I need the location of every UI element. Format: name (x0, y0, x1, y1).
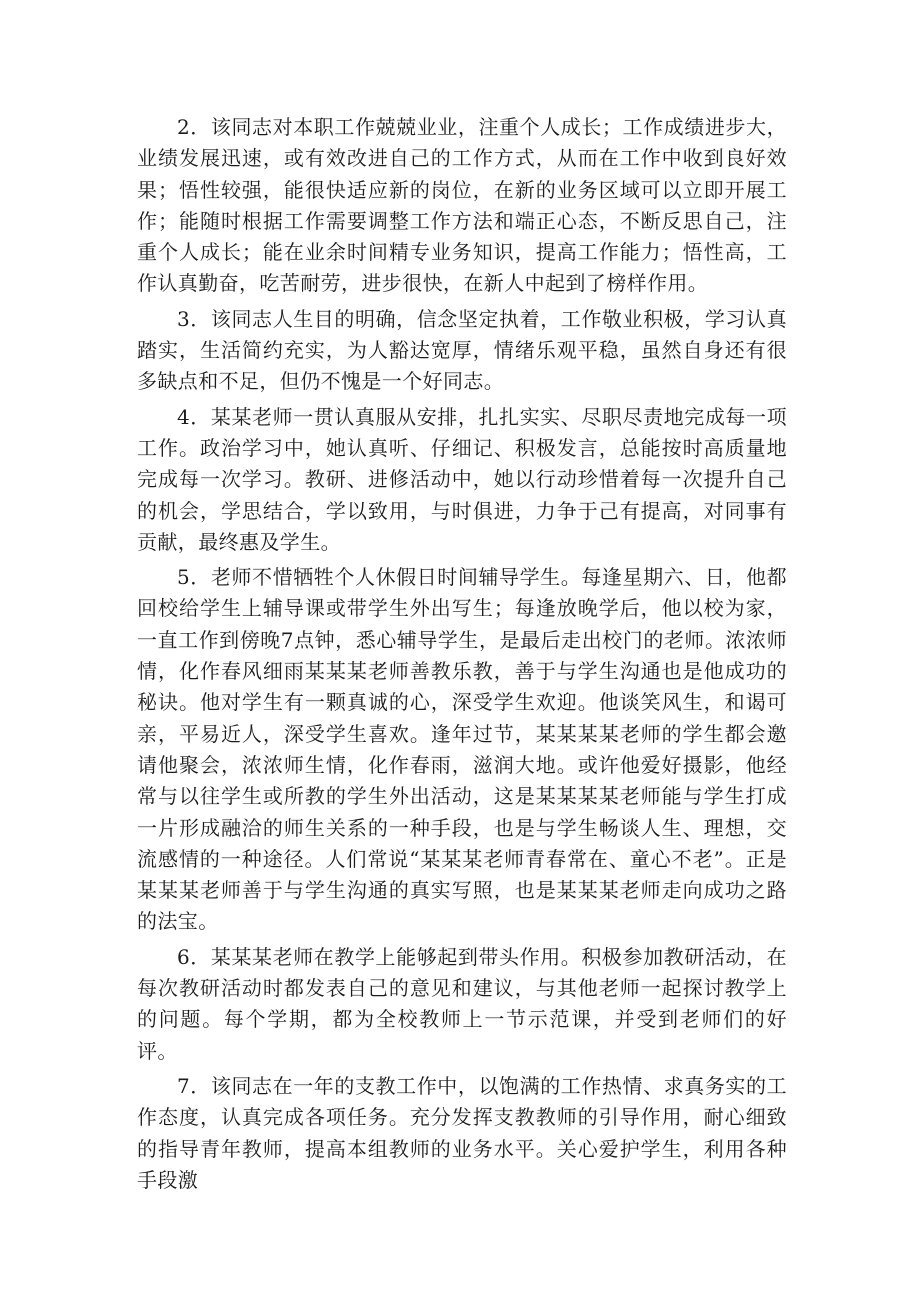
paragraph-5: 5．老师不惜牺牲个人休假日时间辅导学生。每逢星期六、日，他都回校给学生上辅导课或带学生外出写生；每逢放晚学后，他以校为家，一直工作到傍晚7点钟，悉心辅导学生，是最后走出校门的老师。浓浓师情，化作春风细雨某某某老师善教乐教，善于与学生沟通也是他成功的秘诀。他对学生有一颗真诚的心，深受学生欢迎。他谈笑风生，和谒可亲，平易近人，深受学生喜欢。逢年过节，某某某某老师的学生都会邀请他聚会，浓浓师生情，化作春雨，滋润大地。或许他爱好摄影，他经常与以往学生或所教的学生外出活动，这是某某某某老师能与学生打成一片形成融洽的师生关系的一种手段，也是与学生畅谈人生、理想，交流感情的一种途径。人们常说“某某某老师青春常在、童心不老”。正是某某某老师善于与学生沟通的真实写照，也是某某某老师走向成功之路的法宝。 (137, 565, 787, 934)
paragraph-6: 6．某某某老师在教学上能够起到带头作用。积极参加教研活动，在每次教研活动时都发表自己的意见和建议，与其他老师一起探讨教学上的问题。每个学期，都为全校教师上一节示范课，并受到老师们的好评。 (137, 944, 787, 1063)
paragraph-2: 2．该同志对本职工作兢兢业业，注重个人成长；工作成绩进步大，业绩发展迅速，或有效改进自己的工作方式，从而在工作中收到良好效果；悟性较强，能很快适应新的岗位，在新的业务区域可以立即开展工作；能随时根据工作需要调整工作方法和端正心态，不断反思自己，注重个人成长；能在业余时间精专业务知识，提高工作能力；悟性高，工作认真勤奋，吃苦耐劳，进步很快，在新人中起到了榜样作用。 (137, 115, 787, 296)
document-body (137, 112, 787, 1200)
paragraph-3: 3．该同志人生目的明确，信念坚定执着，工作敬业积极，学习认真踏实，生活简约充实，为人豁达宽厚，情绪乐观平稳，虽然自身还有很多缺点和不足，但仍不愧是一个好同志。 (137, 306, 787, 394)
paragraph-4: 4．某某老师一贯认真服从安排，扎扎实实、尽职尽责地完成每一项工作。政治学习中，她认真听、仔细记、积极发言，总能按时高质量地完成每一次学习。教研、进修活动中，她以行动珍惜着每一次提升自己的机会，学思结合，学以致用，与时俱进，力争于己有提高，对同事有贡献，最终惠及学生。 (137, 404, 787, 554)
paragraph-7: 7．该同志在一年的支教工作中，以饱满的工作热情、求真务实的工作态度，认真完成各项任务。充分发挥支教教师的引导作用，耐心细致的指导青年教师，提高本组教师的业务水平。关心爱护学生，利用各种手段激 (137, 1073, 787, 1192)
